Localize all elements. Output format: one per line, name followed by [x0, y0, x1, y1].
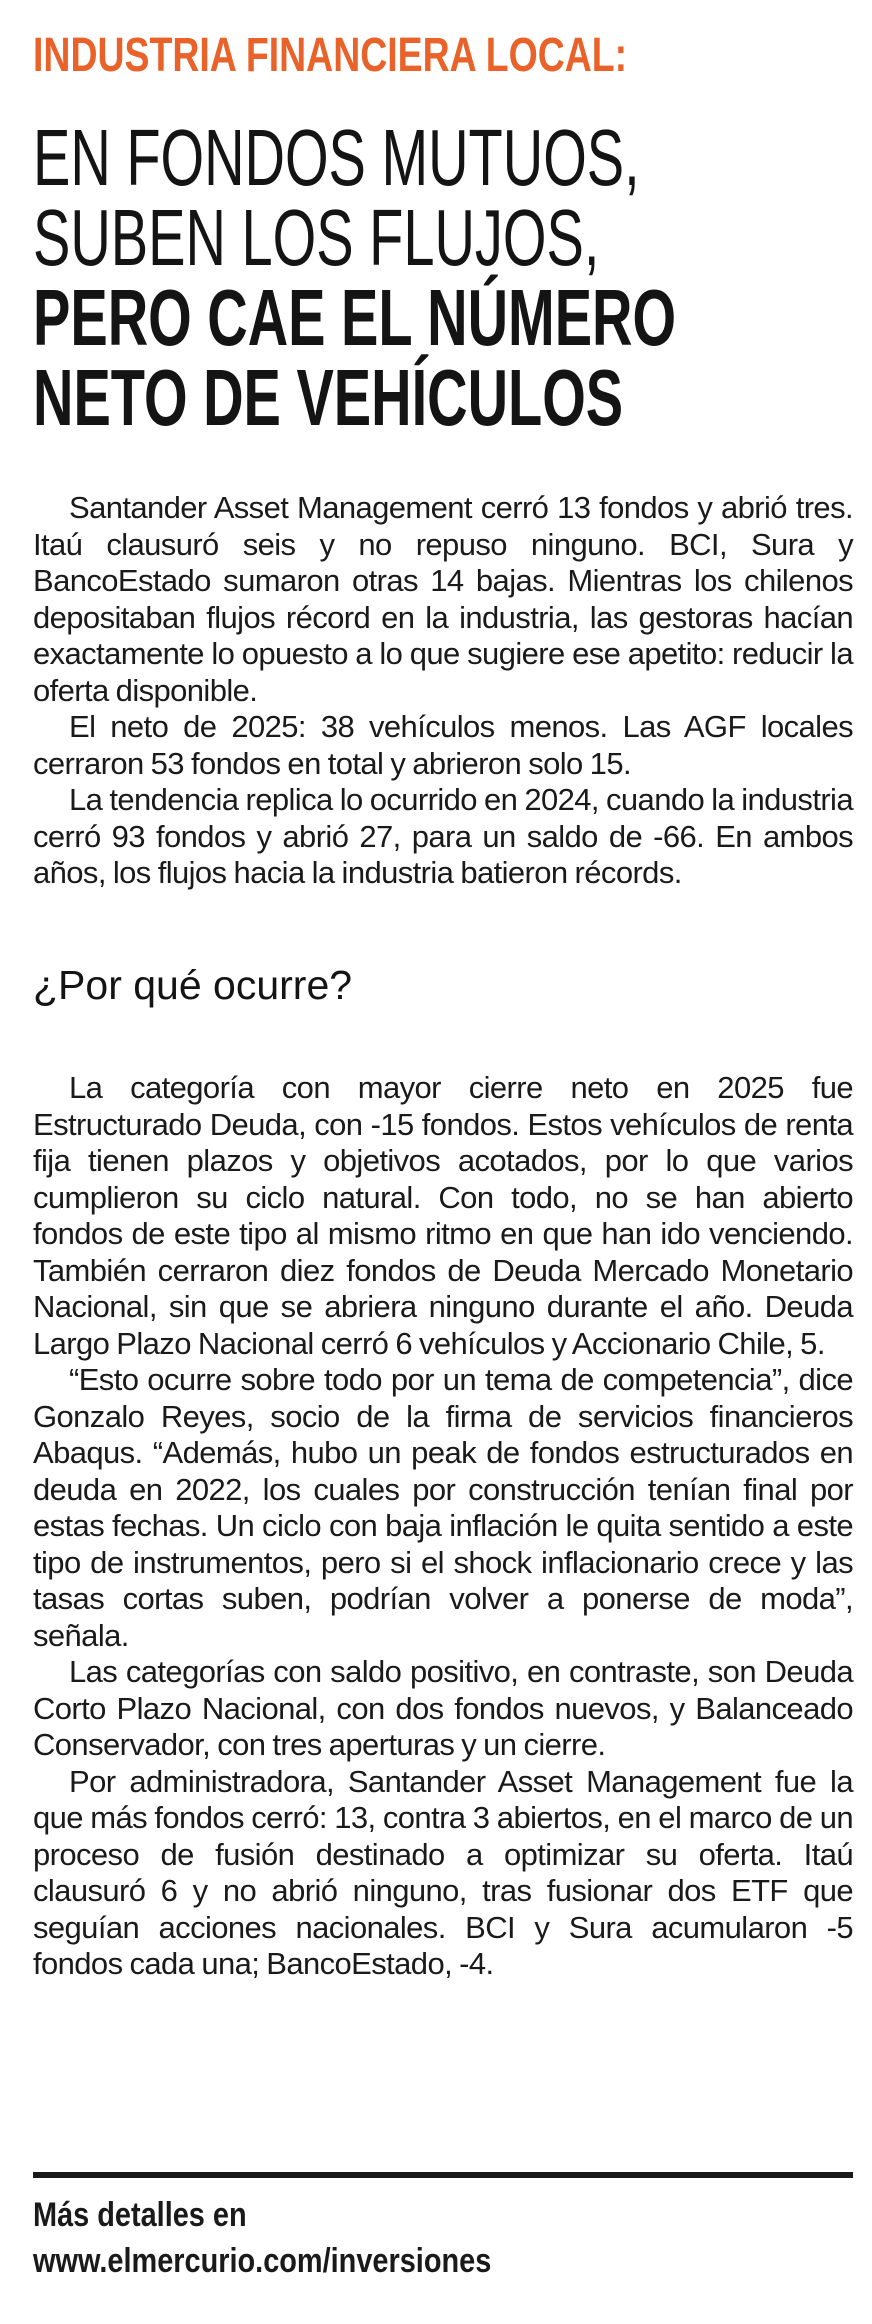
body-paragraph: “Esto ocurre sobre todo por un tema de competencia”, dice Gonzalo Reyes, socio de la firma de servicios financieros Abaqus. “Además, hubo un peak de fondos estructurados en deuda en 2022, los cuales por construcción tenían final por estas fechas. Un ciclo con baja inflación le quita sentido a este tipo de instrumentos, pero si el shock inflacionario crece y las tasas cortas suben, podrían volver a ponerse de moda”, señala. — [33, 1362, 853, 1653]
body-paragraph: Por administradora, Santander Asset Management fue la que más fondos cerró: 13, contra 3 abiertos, en el marco de un proceso de fusión destinado a optimizar su oferta. Itaú clausuró 6 y no abrió ninguno, tras fusionar dos ETF que seguían acciones nacionales. BCI y Sura acumularon -5 fondos cada una; BancoEstado, -4. — [33, 1763, 853, 1981]
footer-divider — [33, 2172, 853, 2178]
section-text — [33, 1070, 853, 1983]
footer-label: Más detalles en — [33, 2196, 247, 2234]
headline-line-4: NETO DE VEHÍCULOS — [33, 353, 624, 442]
section-subhead: ¿Por qué ocurre? — [33, 962, 353, 1008]
headline-line-1: EN FONDOS MUTUOS, — [33, 113, 640, 202]
footer-url[interactable]: www.elmercurio.com/inversiones — [33, 2242, 492, 2280]
headline-line-2: SUBEN LOS FLUJOS, — [33, 193, 600, 282]
kicker: INDUSTRIA FINANCIERA LOCAL: — [33, 29, 628, 82]
body-paragraph: La categoría con mayor cierre neto en 2025 fue Estructurado Deuda, con -15 fondos. Estos vehículos de renta fija tienen plazos y objetivos acotados, por lo que varios cumplieron su ciclo natural. Con todo, no se han abierto fondos de este tipo al mismo ritmo en que han ido venciendo. También cerraron diez fondos de Deuda Mercado Monetario Nacional, sin que se abriera ninguno durante el año. Deuda Largo Plazo Nacional cerró 6 vehículos y Accionario Chile, 5. — [33, 1070, 853, 1361]
body-paragraph: Las categorías con saldo positivo, en contraste, son Deuda Corto Plazo Nacional, con dos fondos nuevos, y Balanceado Conservador, con tres aperturas y un cierre. — [33, 1654, 853, 1762]
footer — [33, 2192, 572, 2284]
body-paragraph: La tendencia replica lo ocurrido en 2024, cuando la industria cerró 93 fondos y abrió 27, para un saldo de -66. En ambos años, los flujos hacia la industria batieron récords. — [33, 782, 853, 890]
intro-text — [33, 490, 853, 892]
body-paragraph: El neto de 2025: 38 vehículos menos. Las AGF locales cerraron 53 fondos en total y abrieron solo 15. — [33, 709, 853, 781]
body-paragraph: Santander Asset Management cerró 13 fondos y abrió tres. Itaú clausuró seis y no repuso ninguno. BCI, Sura y BancoEstado sumaron otras 14 bajas. Mientras los chilenos depositaban flujos récord en la industria, las gestoras hacían exactamente lo opuesto a lo que sugiere ese apetito: reducir la oferta disponible. — [33, 490, 853, 708]
headline — [33, 113, 872, 442]
headline-line-3: PERO CAE EL NÚMERO — [33, 273, 677, 362]
